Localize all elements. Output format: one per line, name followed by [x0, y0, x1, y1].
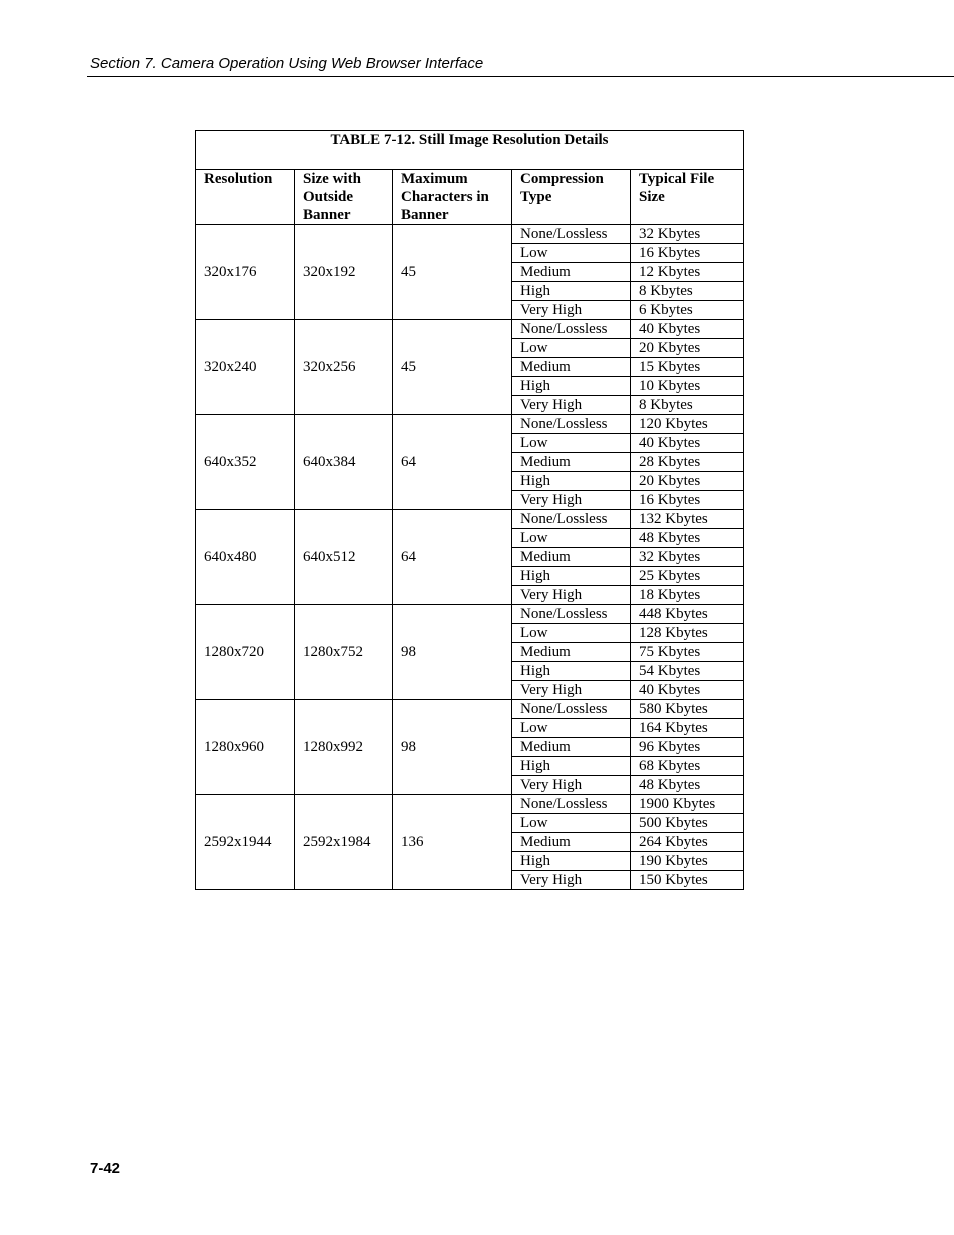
cell-compression-type: Low: [512, 339, 631, 358]
cell-size-with-banner: 640x384: [295, 415, 393, 510]
cell-compression-type: Very High: [512, 681, 631, 700]
cell-compression-type: Low: [512, 244, 631, 263]
cell-resolution: 1280x720: [196, 605, 295, 700]
table-body: [196, 225, 744, 890]
cell-compression-type: High: [512, 377, 631, 396]
cell-file-size: 96 Kbytes: [631, 738, 744, 757]
cell-file-size: 25 Kbytes: [631, 567, 744, 586]
cell-compression-type: Low: [512, 434, 631, 453]
cell-max-characters: 45: [393, 320, 512, 415]
cell-file-size: 190 Kbytes: [631, 852, 744, 871]
cell-compression-type: High: [512, 567, 631, 586]
cell-compression-type: High: [512, 757, 631, 776]
cell-file-size: 132 Kbytes: [631, 510, 744, 529]
cell-compression-type: Medium: [512, 263, 631, 282]
header-line: Size: [639, 189, 665, 205]
cell-size-with-banner: 2592x1984: [295, 795, 393, 890]
cell-file-size: 75 Kbytes: [631, 643, 744, 662]
cell-compression-type: None/Lossless: [512, 415, 631, 434]
cell-resolution: 640x352: [196, 415, 295, 510]
cell-compression-type: Very High: [512, 586, 631, 605]
cell-compression-type: None/Lossless: [512, 795, 631, 814]
cell-compression-type: Medium: [512, 833, 631, 852]
cell-file-size: 32 Kbytes: [631, 225, 744, 244]
table-row: [196, 320, 744, 339]
header-line: Type: [520, 189, 552, 205]
column-header-size-with-banner: [295, 170, 393, 225]
column-header-file-size: [631, 170, 744, 225]
header-line: Banner: [401, 207, 449, 223]
cell-file-size: 16 Kbytes: [631, 244, 744, 263]
header-line: Size with: [303, 171, 361, 187]
cell-size-with-banner: 1280x752: [295, 605, 393, 700]
cell-size-with-banner: 1280x992: [295, 700, 393, 795]
page-number: 7-42: [90, 1160, 121, 1177]
cell-file-size: 28 Kbytes: [631, 453, 744, 472]
cell-compression-type: Low: [512, 814, 631, 833]
cell-size-with-banner: 320x192: [295, 225, 393, 320]
cell-max-characters: 136: [393, 795, 512, 890]
cell-resolution: 640x480: [196, 510, 295, 605]
table-caption-row: [196, 131, 744, 170]
header-line: Resolution: [204, 171, 273, 187]
cell-compression-type: None/Lossless: [512, 700, 631, 719]
cell-max-characters: 45: [393, 225, 512, 320]
cell-file-size: 16 Kbytes: [631, 491, 744, 510]
cell-compression-type: High: [512, 282, 631, 301]
cell-compression-type: High: [512, 662, 631, 681]
cell-file-size: 15 Kbytes: [631, 358, 744, 377]
page-header-section-title: Section 7. Camera Operation Using Web Browser Interface: [90, 55, 484, 72]
header-rule: [87, 76, 954, 77]
cell-compression-type: None/Lossless: [512, 320, 631, 339]
cell-resolution: 320x176: [196, 225, 295, 320]
cell-compression-type: Very High: [512, 871, 631, 890]
cell-file-size: 164 Kbytes: [631, 719, 744, 738]
cell-max-characters: 64: [393, 510, 512, 605]
cell-resolution: 2592x1944: [196, 795, 295, 890]
column-header-compression-type: [512, 170, 631, 225]
cell-file-size: 40 Kbytes: [631, 434, 744, 453]
header-line: Typical File: [639, 171, 715, 187]
cell-max-characters: 98: [393, 700, 512, 795]
cell-compression-type: High: [512, 852, 631, 871]
cell-size-with-banner: 320x256: [295, 320, 393, 415]
table-row: [196, 415, 744, 434]
cell-compression-type: Very High: [512, 776, 631, 795]
table-row: [196, 225, 744, 244]
column-header-resolution: [196, 170, 295, 225]
header-line: Characters in: [401, 189, 489, 205]
resolution-table: [195, 130, 744, 890]
cell-compression-type: Medium: [512, 643, 631, 662]
cell-file-size: 264 Kbytes: [631, 833, 744, 852]
table-row: [196, 510, 744, 529]
cell-file-size: 8 Kbytes: [631, 282, 744, 301]
cell-file-size: 20 Kbytes: [631, 472, 744, 491]
cell-compression-type: Very High: [512, 491, 631, 510]
cell-file-size: 128 Kbytes: [631, 624, 744, 643]
cell-file-size: 48 Kbytes: [631, 776, 744, 795]
cell-compression-type: Very High: [512, 301, 631, 320]
table-row: [196, 605, 744, 624]
cell-file-size: 48 Kbytes: [631, 529, 744, 548]
cell-compression-type: Low: [512, 719, 631, 738]
cell-file-size: 54 Kbytes: [631, 662, 744, 681]
table-row: [196, 700, 744, 719]
cell-compression-type: Very High: [512, 396, 631, 415]
cell-compression-type: Low: [512, 624, 631, 643]
cell-compression-type: High: [512, 472, 631, 491]
cell-file-size: 68 Kbytes: [631, 757, 744, 776]
cell-file-size: 580 Kbytes: [631, 700, 744, 719]
column-header-max-characters: [393, 170, 512, 225]
table-row: [196, 795, 744, 814]
cell-compression-type: Low: [512, 529, 631, 548]
cell-file-size: 500 Kbytes: [631, 814, 744, 833]
header-line: Compression: [520, 171, 604, 187]
cell-compression-type: None/Lossless: [512, 510, 631, 529]
cell-compression-type: Medium: [512, 738, 631, 757]
header-line: Banner: [303, 207, 351, 223]
header-line: Outside: [303, 189, 354, 205]
cell-compression-type: Medium: [512, 358, 631, 377]
cell-file-size: 20 Kbytes: [631, 339, 744, 358]
header-line: Maximum: [401, 171, 468, 187]
cell-max-characters: 98: [393, 605, 512, 700]
cell-compression-type: Medium: [512, 548, 631, 567]
cell-file-size: 12 Kbytes: [631, 263, 744, 282]
cell-compression-type: None/Lossless: [512, 225, 631, 244]
cell-file-size: 40 Kbytes: [631, 681, 744, 700]
cell-max-characters: 64: [393, 415, 512, 510]
cell-file-size: 150 Kbytes: [631, 871, 744, 890]
cell-compression-type: Medium: [512, 453, 631, 472]
cell-file-size: 40 Kbytes: [631, 320, 744, 339]
cell-file-size: 8 Kbytes: [631, 396, 744, 415]
table-header-row: [196, 170, 744, 225]
cell-file-size: 120 Kbytes: [631, 415, 744, 434]
cell-resolution: 320x240: [196, 320, 295, 415]
cell-file-size: 448 Kbytes: [631, 605, 744, 624]
cell-resolution: 1280x960: [196, 700, 295, 795]
cell-size-with-banner: 640x512: [295, 510, 393, 605]
cell-file-size: 32 Kbytes: [631, 548, 744, 567]
cell-file-size: 18 Kbytes: [631, 586, 744, 605]
cell-file-size: 6 Kbytes: [631, 301, 744, 320]
cell-file-size: 1900 Kbytes: [631, 795, 744, 814]
cell-file-size: 10 Kbytes: [631, 377, 744, 396]
table-caption: TABLE 7-12. Still Image Resolution Details: [196, 131, 744, 170]
cell-compression-type: None/Lossless: [512, 605, 631, 624]
